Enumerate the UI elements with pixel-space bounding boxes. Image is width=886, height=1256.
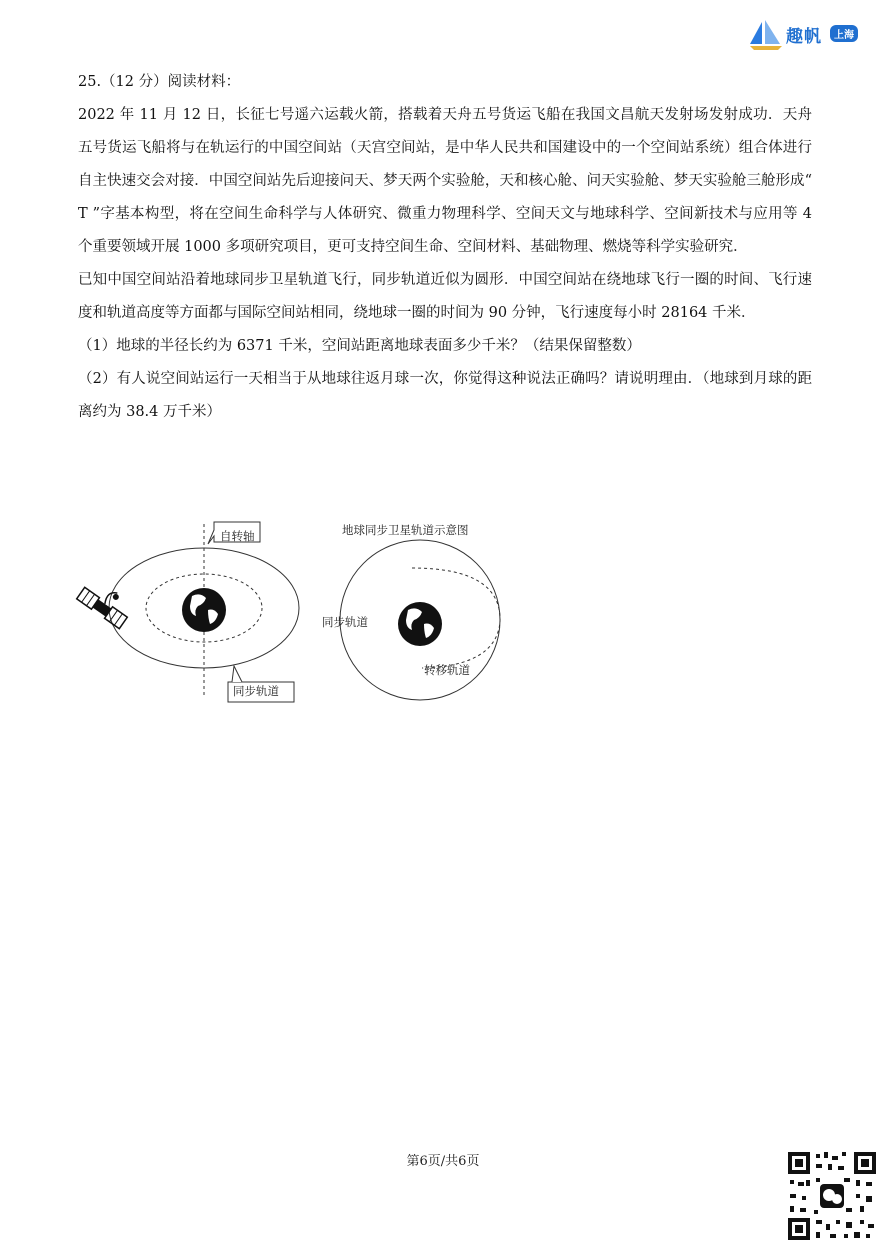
logo-text: 趣帆	[786, 27, 822, 47]
transfer-orbit-label: 转移轨道	[424, 663, 470, 677]
question-body	[78, 66, 812, 429]
left-sync-orbit-label: 同步轨道	[233, 684, 279, 698]
question-number: 25.（12 分）阅读材料：	[78, 74, 241, 90]
logo-badge: 上海	[830, 25, 858, 42]
right-sync-orbit-label: 同步轨道	[322, 615, 368, 629]
material-paragraph-1: 2022 年 11 月 12 日，长征七号遥六运载火箭，搭载着天舟五号货运飞船在我国文昌航天发射场发射成功．天舟五号货运飞船将与在轨运行的中国空间站（天宫空间站，是中华人民共和国建设中的一个空间站系统）组合体进行自主快速交会对接．中国空间站先后迎接问天、梦天两个实验舱，天和核心舱、问天实验舱、梦天实验舱三舱形成“ T ”字基本构型，将在空间生命科学与人体研究、微重力物理科学、空间天文与地球科学、空间新技术与应用等 4 个重要领域开展 1000 多项研究项目，更可支持空间生命、空间材料、基础物理、燃烧等科学实验研究．	[78, 107, 812, 255]
material-paragraph-2: 已知中国空间站沿着地球同步卫星轨道飞行，同步轨道近似为圆形．中国空间站在绕地球飞行一圈的时间、飞行速度和轨道高度等方面都与国际空间站相同，绕地球一圈的时间为 90 分钟，飞行速度每小时 28164 千米．	[78, 272, 812, 321]
rotation-axis-label: 自转轴	[220, 529, 255, 543]
sub-question-1: （1）地球的半径长约为 6371 千米，空间站距离地球表面多少千米？（结果保留整数）	[78, 338, 641, 354]
sub-question-2: （2）有人说空间站运行一天相当于从地球往返月球一次，你觉得这种说法正确吗？请说明理由．（地球到月球的距离约为 38.4 万千米）	[78, 371, 812, 420]
figure-caption: 地球同步卫星轨道示意图	[342, 523, 469, 537]
page-number: 第6页/共6页	[406, 1154, 480, 1169]
qr-code-icon	[786, 1150, 878, 1242]
orbit-figure	[72, 516, 512, 712]
left-orbit-diagram	[77, 522, 299, 702]
satellite-icon	[77, 576, 136, 629]
